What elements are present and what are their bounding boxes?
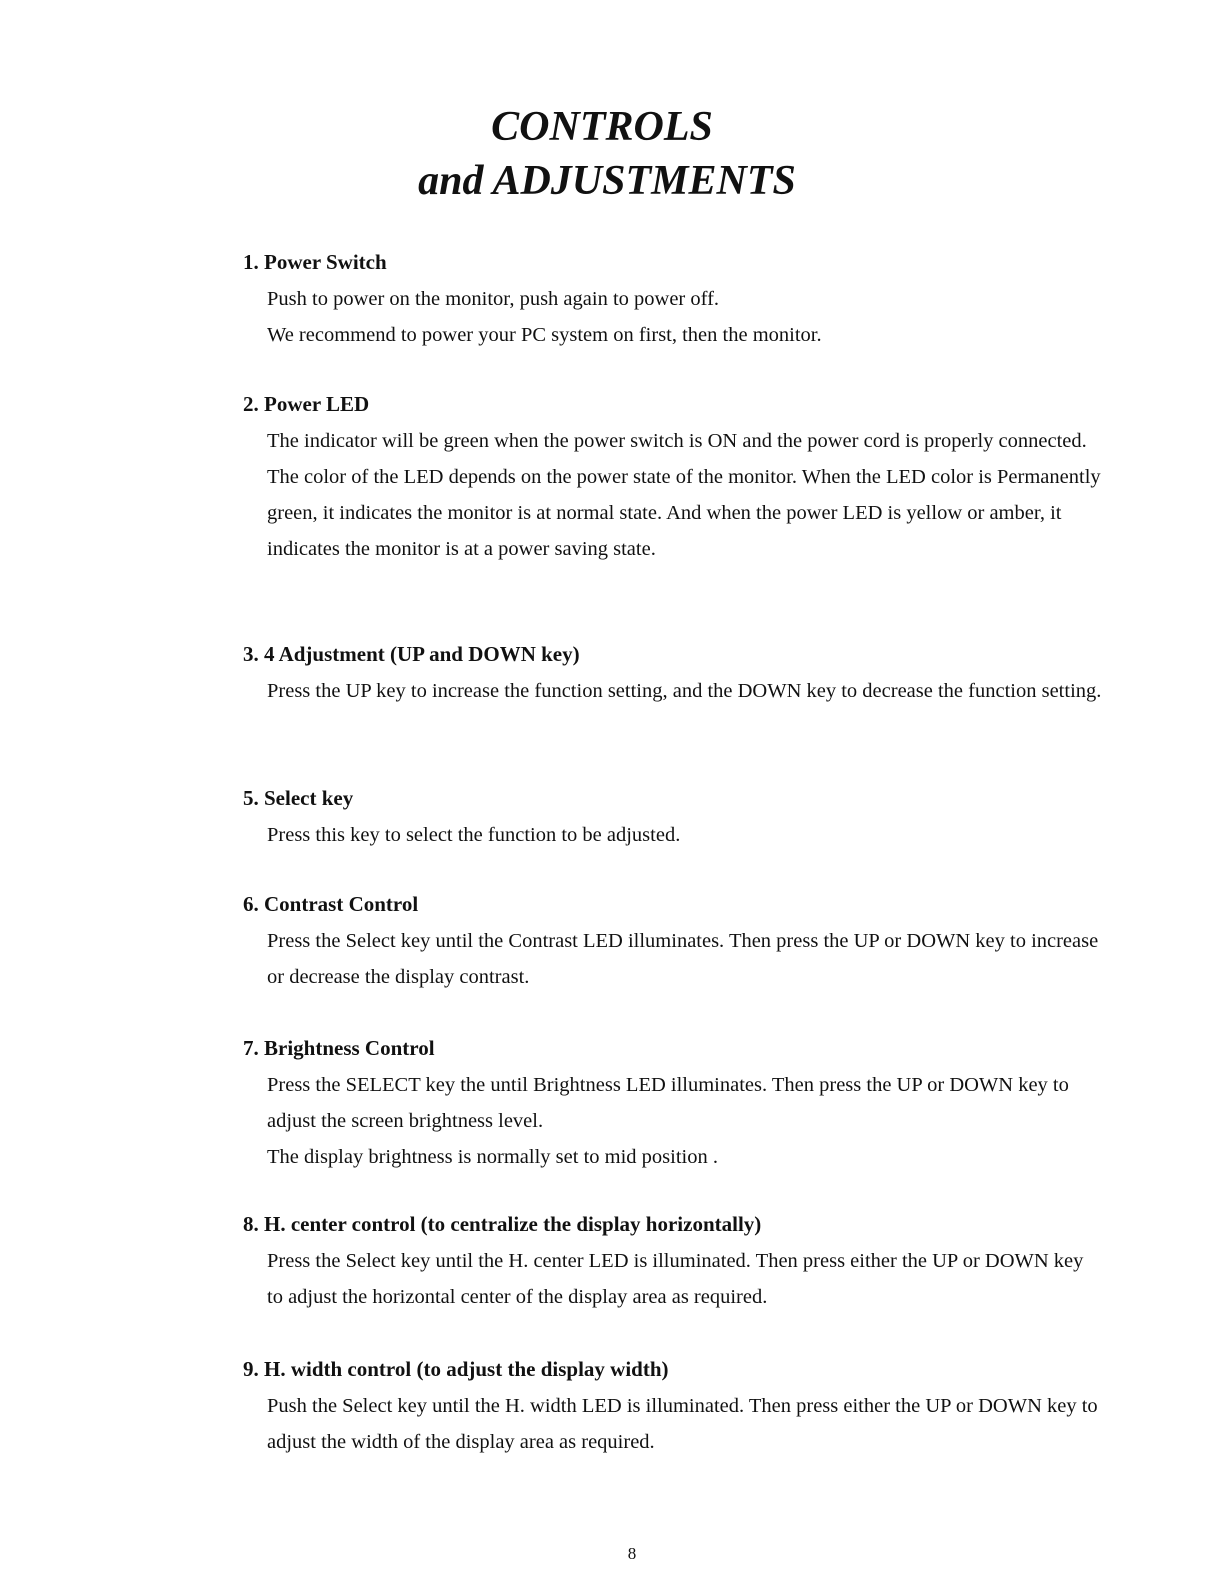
section-heading: 5. Select key <box>243 786 354 810</box>
page-title <box>0 100 1224 208</box>
section-body <box>267 1243 1103 1315</box>
paragraph: The color of the LED depends on the power state of the monitor. When the LED color is Permanently green, it indicates the monitor is at normal state. And when the power LED is yellow or amber, it indicates the monitor is at a power saving state. <box>267 466 1101 560</box>
section-power-led <box>243 391 1103 567</box>
section-body <box>267 1067 1103 1175</box>
page-number: 8 <box>627 1544 637 1563</box>
paragraph: The indicator will be green when the power switch is ON and the power cord is properly connected. <box>267 430 1087 452</box>
section-heading: 1. Power Switch <box>243 250 387 274</box>
section-power-switch <box>243 249 1103 353</box>
section-body <box>267 1388 1103 1460</box>
paragraph: Press the Select key until the Contrast LED illuminates. Then press the UP or DOWN key to increase or decrease the display contrast. <box>267 930 1099 988</box>
title-line-2: and ADJUSTMENTS <box>418 158 796 204</box>
section-body <box>267 281 1103 353</box>
section-heading: 8. H. center control (to centralize the display horizontally) <box>243 1212 762 1236</box>
section-heading: 2. Power LED <box>243 392 370 416</box>
paragraph: Push the Select key until the H. width LED is illuminated. Then press either the UP or DOWN key to adjust the width of the display area as required. <box>267 1395 1098 1453</box>
paragraph: We recommend to power your PC system on first, then the monitor. <box>267 324 822 346</box>
section-heading: 7. Brightness Control <box>243 1036 435 1060</box>
section-body <box>267 673 1103 709</box>
section-brightness-control <box>243 1035 1103 1175</box>
section-h-center-control <box>243 1211 1103 1315</box>
section-body <box>267 817 1103 853</box>
paragraph: Press the SELECT key the until Brightness LED illuminates. Then press the UP or DOWN key to adjust the screen brightness level. <box>267 1074 1069 1132</box>
section-contrast-control <box>243 891 1103 995</box>
paragraph: Press the UP key to increase the function setting, and the DOWN key to decrease the function setting. <box>267 680 1102 702</box>
section-h-width-control <box>243 1356 1103 1460</box>
section-heading: 9. H. width control (to adjust the display width) <box>243 1357 669 1381</box>
section-adjustment-keys <box>243 641 1103 709</box>
section-heading: 6. Contrast Control <box>243 892 419 916</box>
title-line-1: CONTROLS <box>491 104 713 150</box>
paragraph: Push to power on the monitor, push again to power off. <box>267 288 720 310</box>
paragraph: Press this key to select the function to be adjusted. <box>267 824 681 846</box>
section-heading: 3. 4 Adjustment (UP and DOWN key) <box>243 642 580 666</box>
section-body <box>267 923 1103 995</box>
paragraph: Press the Select key until the H. center LED is illuminated. Then press either the UP or DOWN key to adjust the horizontal center of the display area as required. <box>267 1250 1084 1308</box>
section-body <box>267 423 1103 567</box>
section-select-key <box>243 785 1103 853</box>
paragraph: The display brightness is normally set to mid position . <box>267 1146 718 1168</box>
